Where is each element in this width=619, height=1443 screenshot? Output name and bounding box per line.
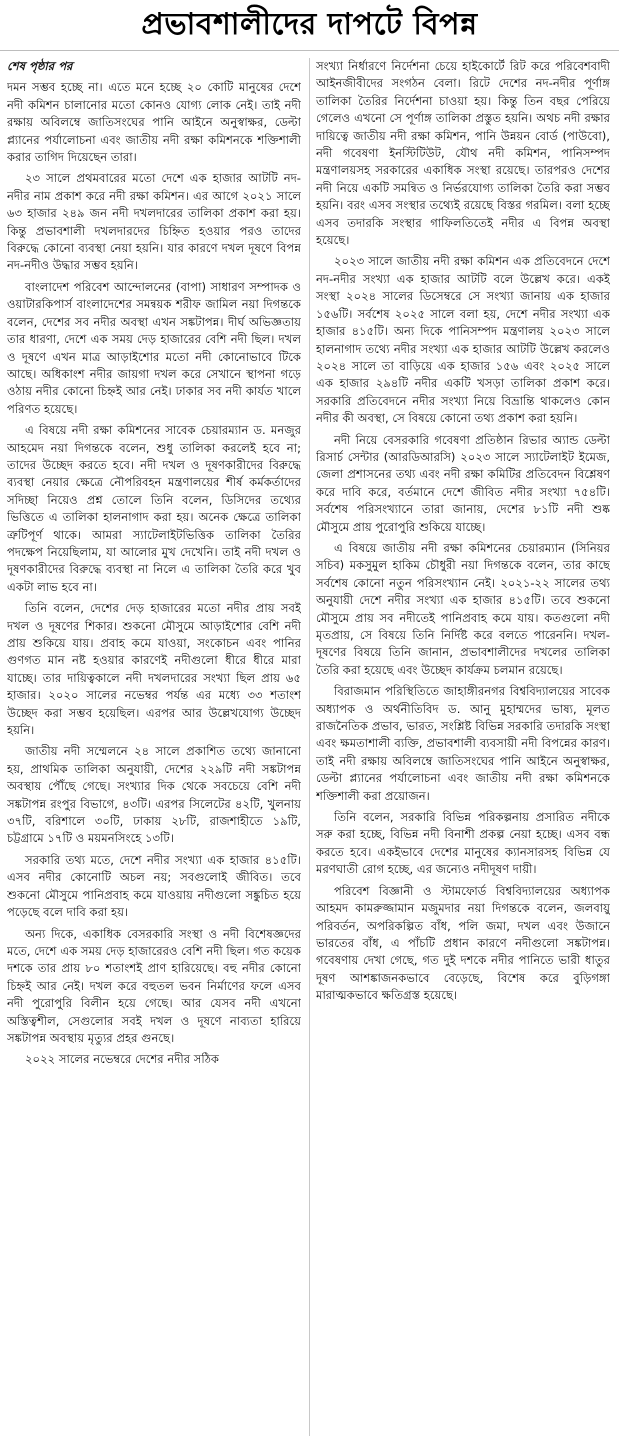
paragraph <box>7 58 301 75</box>
paragraph: বিরাজমান পরিস্থিতিতে জাহাঙ্গীরনগর বিশ্ববিদ্যালয়ের সাবেক অধ্যাপক ও অর্থনীতিবিদ ড. আনু মুহাম্মদের ভাষ্য, মূলত রাজনৈতিক প্রভাব, ভারত, সংশ্লিষ্ট বিভিন্ন সরকারি তদারকি সংস্থা এবং ক্ষমতাশালী ব্যক্তি, প্রভাবশালী ব্যবসায়ী নদী বিপন্নের কারণ। তাই নদী রক্ষায় অবিলম্বে জাতিসংঘের পানি আইনে অনুস্বাক্ষর, ডেল্টা প্ল্যানের পর্যালোচনা এবং জাতীয় নদী রক্ষা কমিশনকে শক্তিশালী করা প্রয়োজন। <box>316 684 610 803</box>
column-divider <box>309 58 310 1436</box>
paragraph: তিনি বলেন, দেশের দেড় হাজারের মতো নদীর প্রায় সবই দখল ও দূষণের শিকার। শুকনো মৌসুমে আড়াইশোর বেশি নদী প্রায় শুকিয়ে যায়। প্রবাহ কমে যাওয়া, সংকোচন এবং পানির গুণগত মান নষ্ট হওয়ার কারণেই নদীগুলো ধীরে ধীরে মারা যাচ্ছে। তার দায়িত্বকালে নদী দখলদারের সংখ্যা ছিল প্রায় ৬৫ হাজার। ২০২০ সালের নভেম্বর পর্যন্ত এর মধ্যে ৩৩ শতাংশ উচ্ছেদ করা সম্ভব হয়েছিল। এরপর আর উল্লেখযোগ্য উচ্ছেদ হয়নি। <box>7 601 301 738</box>
right-column <box>316 58 610 1438</box>
paragraph: ২০২৩ সালে জাতীয় নদী রক্ষা কমিশন এক প্রতিবেদনে দেশে নদ-নদীর সংখ্যা এক হাজার আটটি বলে উল্লেখ করে। একই সংস্থা ২০২৪ সালের ডিসেম্বরে সে সংখ্যা জানায় এক হাজার ১৫৬টি। সর্বশেষ ২০২৫ সালে বলা হয়, দেশে নদীর সংখ্যা এক হাজার ৪১৫টি। অন্য দিকে পানিসম্পদ মন্ত্রণালয় ২০২৩ সালে হালনাগাদ তথ্যে নদীর সংখ্যা এক হাজার আটটি উল্লেখ করলেও ২০২৪ সালে তা বাড়িয়ে এক হাজার ১৫৬ এবং ২০২৫ সালে এক হাজার ২৯৪টি নদীর একটি খসড়া তালিকা প্রকাশ করে। সরকারি প্রতিবেদনে নদীর সংখ্যা নিয়ে বিভ্রান্তি থাকলেও কোন নদীর কী অবস্থা, সে বিষয়ে কোনো তথ্য প্রকাশ করা হয়নি। <box>316 254 610 426</box>
continuation-kicker: শেষ পৃষ্ঠার পর <box>7 59 73 73</box>
paragraph: ২০২২ সালের নভেম্বরে দেশের নদীর সঠিক <box>25 1052 220 1067</box>
paragraph: তিনি বলেন, সরকারি বিভিন্ন পরিকল্পনায় প্রসারিত নদীকে সরু করা হচ্ছে, বিভিন্ন নদী বিনাশী প্রকল্প নেয়া হচ্ছে। এসব বন্ধ করতে হবে। একইভাবে দেশের মানুষের ক্যানসারসহ বিভিন্ন যে মরণঘাতী রোগ হচ্ছে, এর জন্যেও নদীদূষণ দায়ী। <box>316 810 610 877</box>
paragraph: অন্য দিকে, একাধিক বেসরকারি সংস্থা ও নদী বিশেষজ্ঞদের মতে, দেশে এক সময় দেড় হাজারেরও বেশি নদী ছিল। গত কয়েক দশকে তার প্রায় ৮০ শতাংশই প্রাণ হারিয়েছে। বহু নদীর কোনো চিহ্নই আর নেই। দখল করে বহুতল ভবন নির্মাণের ফলে এসব নদী পুরোপুরি বিলীন হয়ে গেছে। আর যেসব নদী এখনো অস্তিত্বশীল, সেগুলোর সবই দখল ও দূষণে নাব্যতা হারিয়ে সঙ্কটাপন্ন অবস্থায় মৃত্যুর প্রহর গুনছে। <box>7 926 301 1045</box>
paragraph: পরিবেশ বিজ্ঞানী ও স্টামফোর্ড বিশ্ববিদ্যালয়ের অধ্যাপক আহমদ কামরুজ্জামান মজুমদার নয়া দিগন্তকে বলেন, জলবায়ু পরিবর্তন, অপরিকল্পিত বাঁধ, পলি জমা, দখল এবং উজানে ভারতের বাঁধ, এ পাঁচটি প্রধান কারণে নদীগুলো সঙ্কটাপন্ন। গবেষণায় দেখা গেছে, গত দুই দশকে নদীর পানিতে ভারী ধাতুর দূষণ আশঙ্কাজনকভাবে বেড়েছে, বিশেষ করে বুড়িগঙ্গা মারাত্মকভাবে ক্ষতিগ্রস্ত হয়েছে। <box>316 883 610 1003</box>
paragraph: বাংলাদেশ পরিবেশ আন্দোলনের (বাপা) সাধারণ সম্পাদক ও ওয়াটারকিপার্স বাংলাদেশের সমন্বয়ক শরীফ জামিল নয়া দিগন্তকে বলেন, দেশের সব নদীর অবস্থা এখন সঙ্কটাপন্ন। দীর্ঘ অভিজ্ঞতায় তার ধারণা, দেশে এক সময় দেড় হাজারের বেশি নদী ছিল। দখল ও দূষণে এখন মাত্র আড়াইশোর মতো নদী কোনোভাবে টিকে আছে। অধিকাংশ নদীর জায়গা দখল করে সেখানে স্থাপনা গড়ে ওঠায় নদীর কোনো চিহ্নই আর নেই। ঢাকার সব নদী কার্যত খালে পরিণত হয়েছে। <box>7 279 301 416</box>
headline: প্রভাবশালীদের দাপটে বিপন্ন <box>0 0 619 51</box>
paragraph: এ বিষয়ে জাতীয় নদী রক্ষা কমিশনের চেয়ারম্যান (সিনিয়র সচিব) মকসুমুল হাকিম চৌধুরী নয়া দিগন্তকে বলেন, তার কাছে সর্বশেষ কোনো নতুন পরিসংখ্যান নেই। ২০২১-২২ সালের তথ্য অনুযায়ী দেশে নদীর সংখ্যা এক হাজার ৪১৫টি। তবে শুকনো মৌসুমে প্রায় সব নদীতেই পানিপ্রবাহ কমে যায়। কতগুলো নদী মৃতপ্রায়, সে বিষয়ে তিনি নির্দিষ্ট করে বলতে পারেননি। দখল-দূষণের বিষয়ে তিনি জানান, প্রভাবশালীদের দখলের তালিকা তৈরি করা হয়েছে এবং উচ্ছেদ কার্যক্রম চলমান রয়েছে। <box>316 540 610 677</box>
paragraph: এ বিষয়ে নদী রক্ষা কমিশনের সাবেক চেয়ারম্যান ড. মনজুর আহমেদ নয়া দিগন্তকে বলেন, শুধু তালিকা করলেই হবে না; তাদের উচ্ছেদ করতে হবে। নদী দখল ও দূষণকারীদের বিরুদ্ধে ব্যবস্থা নেয়ার ক্ষেত্রে নৌপরিবহন মন্ত্রণালয়ের শীর্ষ কর্মকর্তাদের সদিচ্ছা নিয়েও প্রশ্ন তোলে তিনি বলেন, ডিসিদের তথ্যের ভিত্তিতে এ তালিকা হালনাগাদ করা হয়। অনেক ক্ষেত্রে তালিকা ত্রুটিপূর্ণ থাকে। আমরা স্যাটেলাইটভিত্তিক তালিকা তৈরির পদক্ষেপ নিয়েছিলাম, যা আলোর মুখ দেখেনি। তাই নদী দখল ও দূষণকারীদের বিরুদ্ধে ব্যবস্থা না নিলে এ তালিকা তৈরি করে খুব একটা লাভ হবে না। <box>7 423 301 594</box>
paragraph: জাতীয় নদী সম্মেলনে ২৪ সালে প্রকাশিত তথ্যে জানানো হয়, প্রাথমিক তালিকা অনুযায়ী, দেশের ২২৯টি নদী সঙ্কটাপন্ন অবস্থায় পৌঁছে গেছে। সংখ্যার দিক থেকে সবচেয়ে বেশি নদী সঙ্কটাপন্ন রংপুর বিভাগে, ৪৩টি। এরপর সিলেটের ৪২টি, খুলনায় ৩৭টি, বরিশালে ৩০টি, ঢাকায় ২৮টি, রাজশাহীতে ১৯টি, চট্টগ্রামে ১৭টি ও ময়মনসিংহে ১৩টি। <box>7 744 301 846</box>
paragraph: নদী নিয়ে বেসরকারি গবেষণা প্রতিষ্ঠান রিভার অ্যান্ড ডেল্টা রিসার্চ সেন্টার (আরডিআরসি) ২০২৩ সালে স্যাটেলাইট ইমেজ, জেলা প্রশাসনের তথ্য এবং নদী রক্ষা কমিটির প্রতিবেদন বিশ্লেষণ করে দাবি করে, বর্তমানে দেশে জীবিত নদীর সংখ্যা ৭৫৪টি। সর্বশেষ পরিসংখ্যানে তারা জানায়, দেশের ৮১টি নদী শুষ্ক মৌসুমে প্রায় পুরোপুরি শুকিয়ে যাচ্ছে। <box>316 432 610 534</box>
left-column <box>7 58 301 1438</box>
paragraph: সংখ্যা নির্ধারণে নির্দেশনা চেয়ে হাইকোর্টে রিট করে পরিবেশবাদী আইনজীবীদের সংগঠন বেলা। রিটে দেশের নদ-নদীর পূর্ণাঙ্গ তালিকা তৈরির নির্দেশনা চাওয়া হয়। কিন্তু তিন বছর পেরিয়ে গেলেও এখনো সে পূর্ণাঙ্গ তালিকা প্রস্তুত হয়নি। অথচ নদী রক্ষার দায়িত্বে জাতীয় নদী রক্ষা কমিশন, পানি উন্নয়ন বোর্ড (পাউবো), নদী গবেষণা ইনস্টিটিউট, যৌথ নদী কমিশন, পানিসম্পদ মন্ত্রণালয়সহ সরকারের একাধিক সংস্থা রয়েছে। তারপরও দেশের নদী নিয়ে একটি সমন্বিত ও নির্ভরযোগ্য তালিকা তৈরি করা সম্ভব হয়নি। বরং এসব সংস্থার তথ্যেই রয়েছে বিস্তর গরমিল। বলা হচ্ছে এসব তদারকি সংস্থার গাফিলতিতেই নদীর এ বিপন্ন অবস্থা হয়েছে। <box>316 59 610 248</box>
paragraph: দমন সম্ভব হচ্ছে না। এতে মনে হচ্ছে ২০ কোটি মানুষের দেশে নদী কমিশন চালানোর মতো কোনও যোগ্য লোক নেই। তাই নদী রক্ষায় অবিলম্বে জাতিসংঘের পানি আইনে অনুস্বাক্ষর, ডেল্টা প্ল্যানের পর্যালোচনা এবং জাতীয় নদী রক্ষা কমিশনকে শক্তিশালী করার তাগিদ দিয়েছেন তারা। <box>7 80 301 165</box>
paragraph: ২৩ সালে প্রথমবারের মতো দেশে এক হাজার আটটি নদ-নদীর নাম প্রকাশ করে নদী রক্ষা কমিশন। এর আগে ২০২১ সালে ৬৩ হাজার ২৪৯ জন নদী দখলদারের তালিকা প্রকাশ করা হয়। কিন্তু প্রভাবশালী দখলদারদের চিহ্নিত হওয়ার পরও তাদের বিরুদ্ধে কোনো ব্যবস্থা নেয়া হয়নি। যার কারণে দখল দূষণে বিপন্ন নদ-নদীও উদ্ধার সম্ভব হয়নি। <box>7 171 301 273</box>
paragraph: সরকারি তথ্য মতে, দেশে নদীর সংখ্যা এক হাজার ৪১৫টি। এসব নদীর কোনোটি অচল নয়; সবগুলোই জীবিত। তবে শুকনো মৌসুমে পানিপ্রবাহ কমে যাওয়ায় নদীগুলো সঙ্কুচিত হয়ে পড়েছে বলে দাবি করা হয়। <box>7 852 301 920</box>
